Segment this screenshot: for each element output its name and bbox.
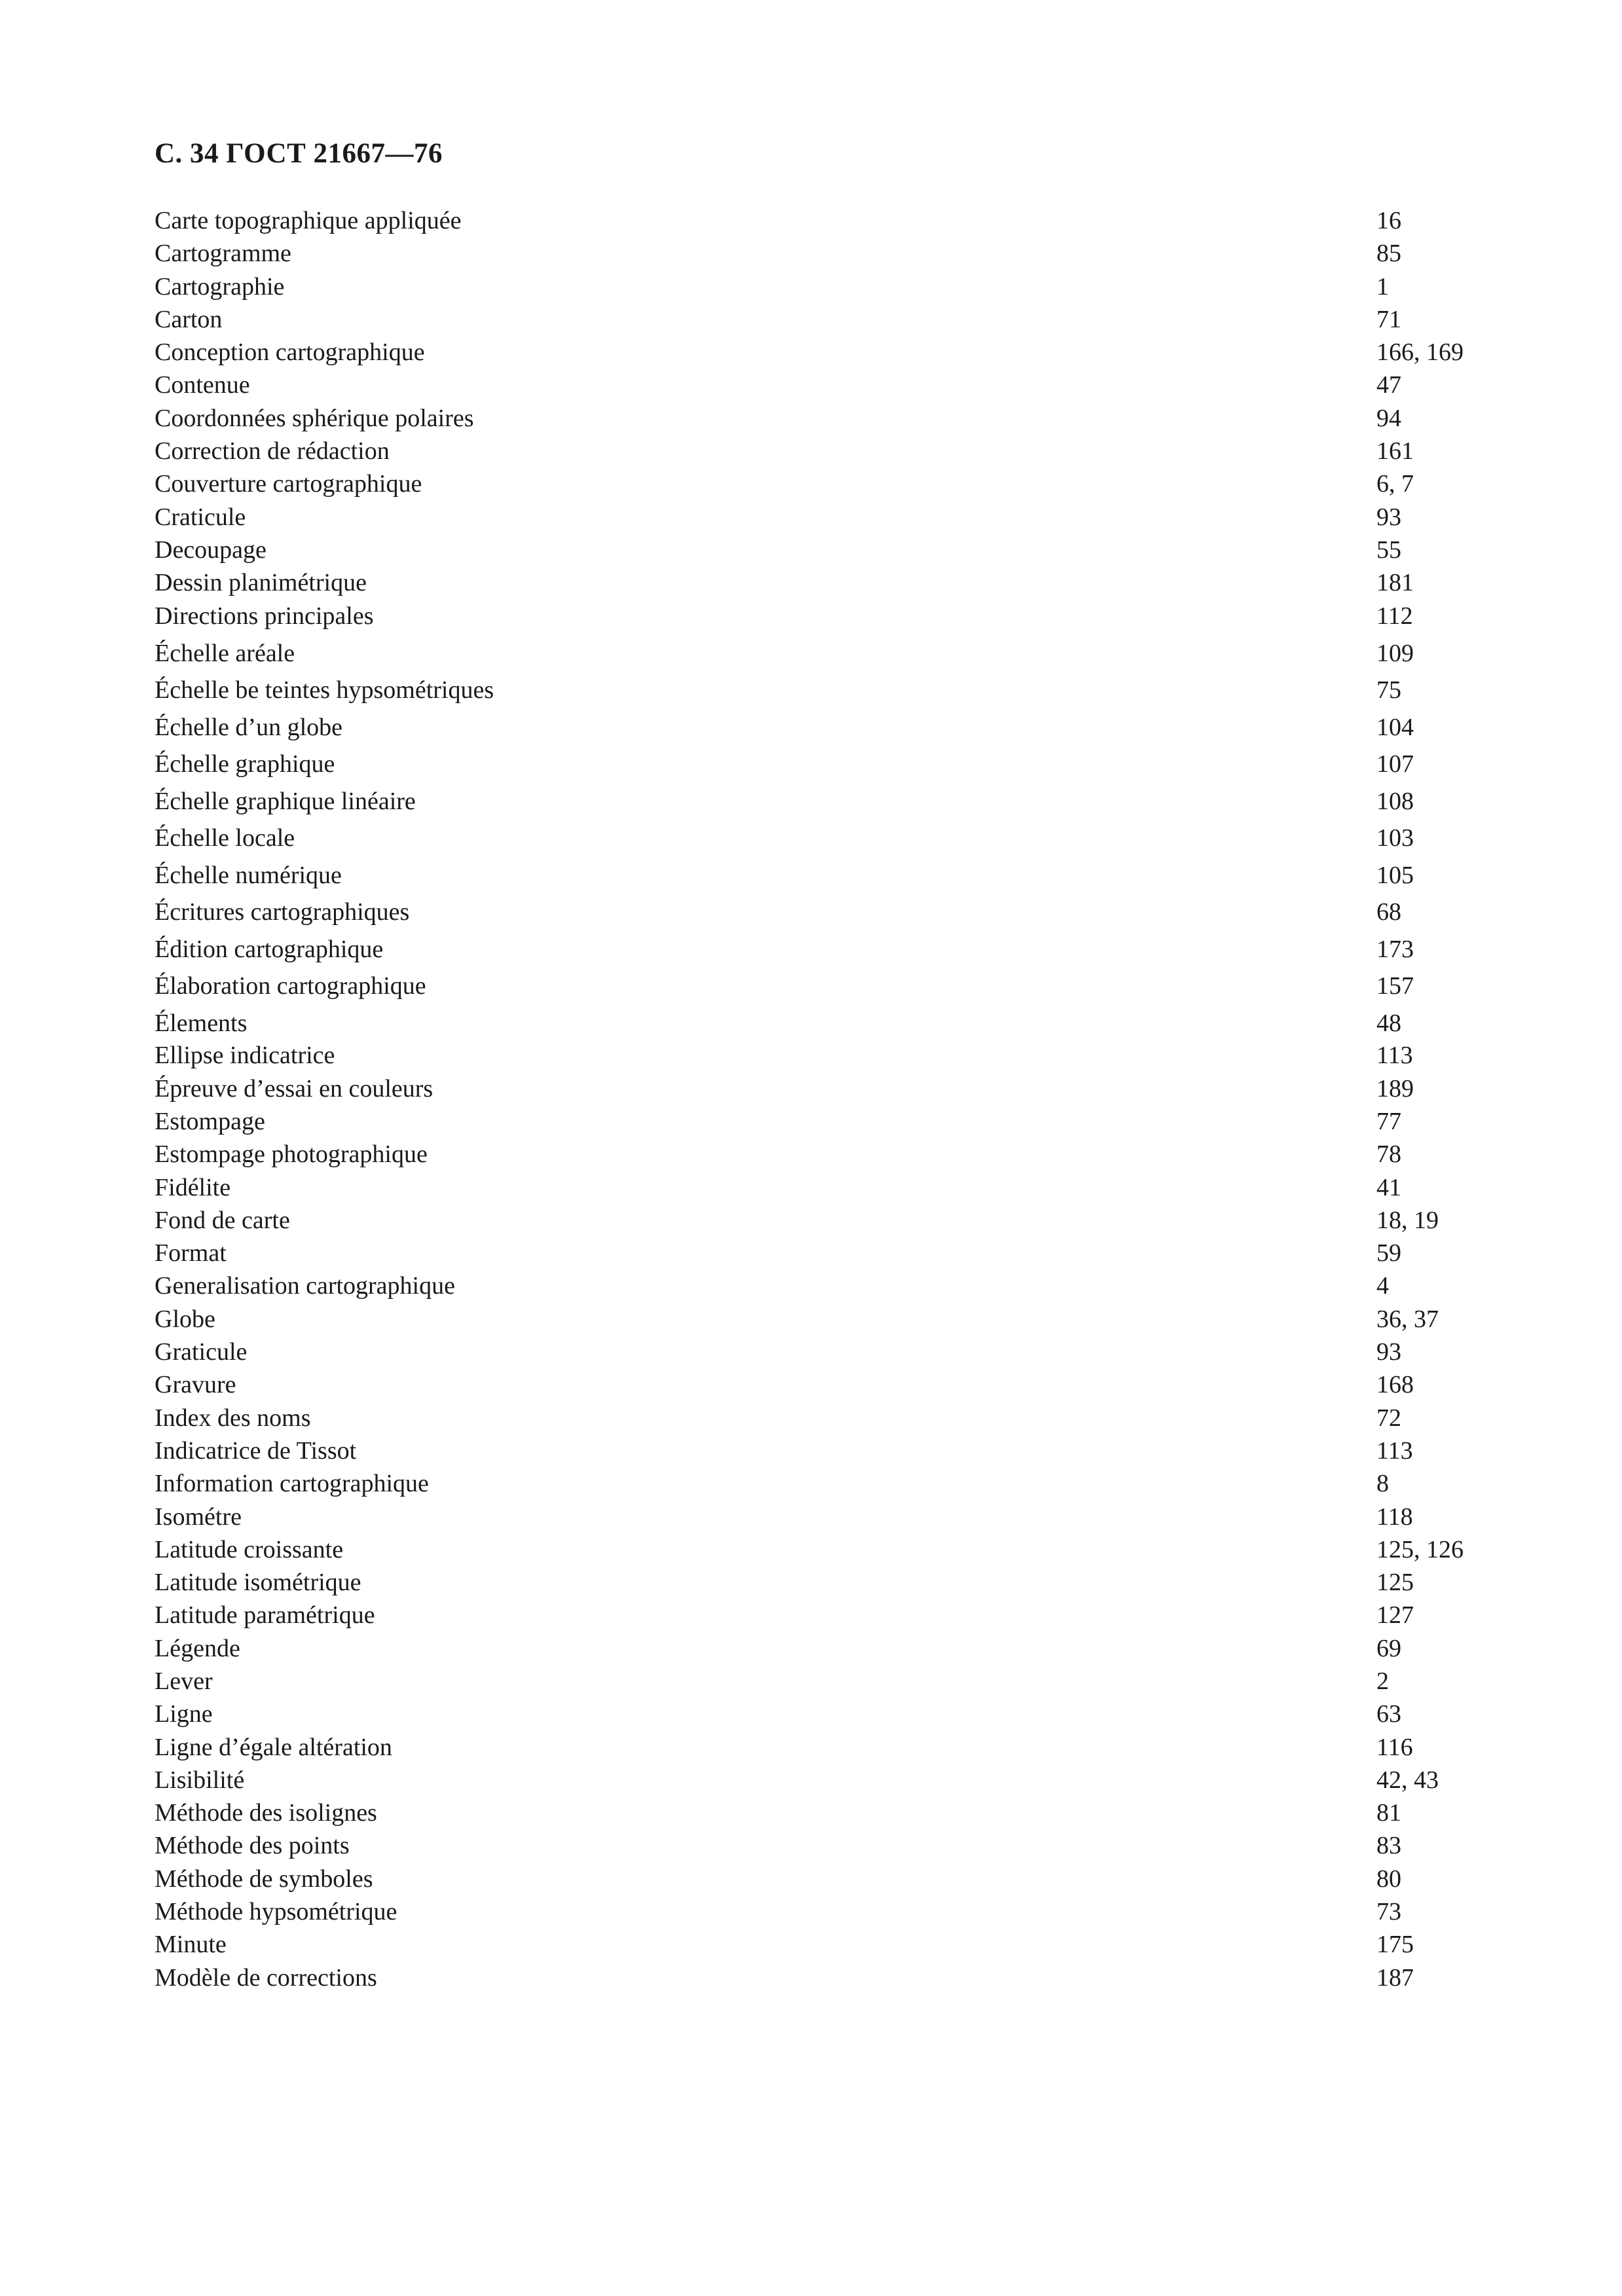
index-term: Couverture cartographique [155, 470, 422, 498]
index-reference-numbers: 103 [1376, 824, 1414, 852]
index-reference-numbers: 175 [1376, 1931, 1414, 1959]
index-term: Ligne [155, 1700, 213, 1728]
index-reference-numbers: 59 [1376, 1239, 1401, 1267]
index-term: Information cartographique [155, 1470, 429, 1498]
index-term: Cartographie [155, 272, 285, 301]
index-entry [155, 1665, 1530, 1698]
index-entry [155, 1336, 1530, 1368]
index-term: Globe [155, 1305, 215, 1333]
index-term: Méthode de symboles [155, 1865, 373, 1893]
index-term: Échelle numérique [155, 861, 342, 889]
index-term: Isométre [155, 1503, 242, 1531]
index-reference-numbers: 113 [1376, 1436, 1413, 1465]
index-reference-numbers: 48 [1376, 1009, 1401, 1037]
index-reference-numbers: 187 [1376, 1963, 1414, 1992]
index-term: Échelle locale [155, 824, 295, 852]
index-entry [155, 1039, 1530, 1072]
index-term: Indicatrice de Tissot [155, 1436, 357, 1465]
index-term: Directions principales [155, 602, 374, 630]
index-entry [155, 965, 1530, 1002]
index-entry [155, 669, 1530, 706]
index-entry [155, 566, 1530, 599]
index-reference-numbers: 112 [1376, 602, 1413, 630]
index-reference-numbers: 78 [1376, 1140, 1401, 1169]
index-term: Cartogramme [155, 240, 291, 268]
index-entry [155, 1566, 1530, 1599]
index-reference-numbers: 94 [1376, 404, 1401, 432]
index-entry [155, 1105, 1530, 1138]
index-reference-numbers: 127 [1376, 1601, 1414, 1630]
index-reference-numbers: 6, 7 [1376, 470, 1414, 498]
index-reference-numbers: 107 [1376, 750, 1414, 778]
index-reference-numbers: 168 [1376, 1371, 1414, 1399]
index-term: Carte topographique appliquée [155, 207, 462, 234]
index-entry [155, 1138, 1530, 1171]
index-reference-numbers: 173 [1376, 935, 1414, 963]
index-reference-numbers: 41 [1376, 1173, 1401, 1201]
index-reference-numbers: 73 [1376, 1898, 1401, 1926]
index-term: Fond de carte [155, 1206, 290, 1234]
index-entry [155, 1002, 1530, 1040]
index-term: Carton [155, 305, 223, 333]
index-term: Decoupage [155, 536, 267, 564]
index-reference-numbers: 104 [1376, 713, 1414, 741]
index-term: Generalisation cartographique [155, 1272, 455, 1300]
index-reference-numbers: 75 [1376, 676, 1401, 704]
index-term: Dessin planimétrique [155, 569, 367, 597]
index-reference-numbers: 189 [1376, 1074, 1414, 1102]
index-term: Index des noms [155, 1404, 311, 1432]
index-reference-numbers: 2 [1376, 1667, 1389, 1695]
index-reference-numbers: 68 [1376, 898, 1401, 926]
index-entry [155, 237, 1530, 270]
index-term: Méthode des points [155, 1832, 350, 1860]
index-reference-numbers: 77 [1376, 1107, 1401, 1135]
index-term: Craticule [155, 503, 246, 531]
index-entry [155, 632, 1530, 670]
index-term: Échelle be teintes hypsométriques [155, 676, 494, 704]
index-reference-numbers: 4 [1376, 1272, 1389, 1300]
index-reference-numbers: 157 [1376, 972, 1414, 1000]
index-reference-numbers: 113 [1376, 1042, 1413, 1070]
index-entry [155, 204, 1530, 237]
index-entry [155, 1895, 1530, 1928]
index-reference-numbers: 36, 37 [1376, 1305, 1439, 1333]
index-entry [155, 928, 1530, 966]
index-entry [155, 817, 1530, 854]
index-entry [155, 270, 1530, 303]
index-entry [155, 1072, 1530, 1105]
index-term: Correction de rédaction [155, 437, 390, 465]
index-term: Épreuve d’essai en couleurs [155, 1074, 433, 1102]
index-entry [155, 1368, 1530, 1401]
index-term: Ligne d’égale altération [155, 1733, 392, 1761]
page-header: С. 34 ГОСТ 21667—76 [155, 138, 443, 169]
index-entry [155, 743, 1530, 780]
index-entry [155, 1928, 1530, 1961]
index-entry [155, 1796, 1530, 1829]
index-term: Latitude isométrique [155, 1569, 361, 1597]
index-term: Modèle de corrections [155, 1963, 377, 1992]
index-reference-numbers: 47 [1376, 371, 1401, 399]
index-term: Fidélite [155, 1173, 231, 1201]
index-entry [155, 1269, 1530, 1302]
index-entry [155, 1237, 1530, 1269]
index-reference-numbers: 8 [1376, 1470, 1389, 1498]
index-entry [155, 780, 1530, 818]
index-term: Échelle graphique [155, 750, 335, 778]
index-reference-numbers: 72 [1376, 1404, 1401, 1432]
index-term: Estompage photographique [155, 1140, 428, 1169]
index-reference-numbers: 116 [1376, 1733, 1413, 1761]
index-reference-numbers: 166, 169 [1376, 338, 1464, 367]
index-reference-numbers: 1 [1376, 272, 1389, 301]
index-reference-numbers: 93 [1376, 503, 1401, 531]
index-reference-numbers: 109 [1376, 639, 1414, 667]
index-entry [155, 1764, 1530, 1796]
index-reference-numbers: 80 [1376, 1865, 1401, 1893]
index-term: Lisibilité [155, 1766, 245, 1794]
index-term: Contenue [155, 371, 250, 399]
index-list [155, 204, 1530, 1994]
index-entry [155, 1599, 1530, 1631]
index-reference-numbers: 105 [1376, 861, 1414, 889]
index-entry [155, 854, 1530, 892]
index-reference-numbers: 85 [1376, 240, 1401, 268]
index-reference-numbers: 125, 126 [1376, 1535, 1464, 1563]
index-term: Écritures cartographiques [155, 898, 410, 926]
index-entry [155, 402, 1530, 435]
index-term: Élaboration cartographique [155, 972, 426, 1000]
index-reference-numbers: 16 [1376, 207, 1401, 234]
index-entry [155, 1961, 1530, 1994]
index-term: Échelle graphique linéaire [155, 787, 416, 815]
index-entry [155, 303, 1530, 336]
index-entry [155, 1533, 1530, 1566]
index-term: Échelle aréale [155, 639, 295, 667]
index-reference-numbers: 18, 19 [1376, 1206, 1439, 1234]
index-term: Latitude paramétrique [155, 1601, 375, 1630]
index-term: Coordonnées sphérique polaires [155, 404, 474, 432]
index-term: Gravure [155, 1371, 236, 1399]
index-entry [155, 1171, 1530, 1204]
index-reference-numbers: 125 [1376, 1569, 1414, 1597]
index-entry [155, 1303, 1530, 1336]
index-term: Latitude croissante [155, 1535, 344, 1563]
index-term: Édition cartographique [155, 935, 384, 963]
index-entry [155, 891, 1530, 928]
index-entry [155, 435, 1530, 467]
index-term: Élements [155, 1009, 248, 1037]
index-entry [155, 534, 1530, 566]
index-entry [155, 1467, 1530, 1500]
index-entry [155, 1632, 1530, 1665]
index-entry [155, 1402, 1530, 1434]
index-reference-numbers: 108 [1376, 787, 1414, 815]
index-entry [155, 369, 1530, 401]
index-entry [155, 1204, 1530, 1237]
index-reference-numbers: 93 [1376, 1338, 1401, 1366]
index-term: Lever [155, 1667, 213, 1695]
index-entry [155, 1501, 1530, 1533]
index-term: Méthode hypsométrique [155, 1898, 397, 1926]
index-entry [155, 1434, 1530, 1467]
index-reference-numbers: 55 [1376, 536, 1401, 564]
index-reference-numbers: 83 [1376, 1832, 1401, 1860]
index-entry [155, 501, 1530, 534]
index-reference-numbers: 161 [1376, 437, 1414, 465]
index-reference-numbers: 71 [1376, 305, 1401, 333]
index-term: Format [155, 1239, 227, 1267]
index-reference-numbers: 63 [1376, 1700, 1401, 1728]
index-term: Estompage [155, 1107, 265, 1135]
index-entry [155, 1731, 1530, 1764]
index-term: Échelle d’un globe [155, 713, 343, 741]
index-entry [155, 336, 1530, 369]
index-entry [155, 706, 1530, 744]
index-reference-numbers: 69 [1376, 1634, 1401, 1662]
index-reference-numbers: 118 [1376, 1503, 1413, 1531]
index-term: Méthode des isolignes [155, 1799, 377, 1827]
index-term: Ellipse indicatrice [155, 1042, 335, 1070]
index-term: Conception cartographique [155, 338, 425, 367]
index-entry [155, 1863, 1530, 1895]
index-reference-numbers: 42, 43 [1376, 1766, 1439, 1794]
index-term: Minute [155, 1931, 227, 1959]
index-entry [155, 467, 1530, 500]
index-entry [155, 1829, 1530, 1862]
index-term: Légende [155, 1634, 240, 1662]
index-reference-numbers: 181 [1376, 569, 1414, 597]
index-entry [155, 600, 1530, 632]
index-term: Graticule [155, 1338, 248, 1366]
index-entry [155, 1698, 1530, 1730]
index-reference-numbers: 81 [1376, 1799, 1401, 1827]
